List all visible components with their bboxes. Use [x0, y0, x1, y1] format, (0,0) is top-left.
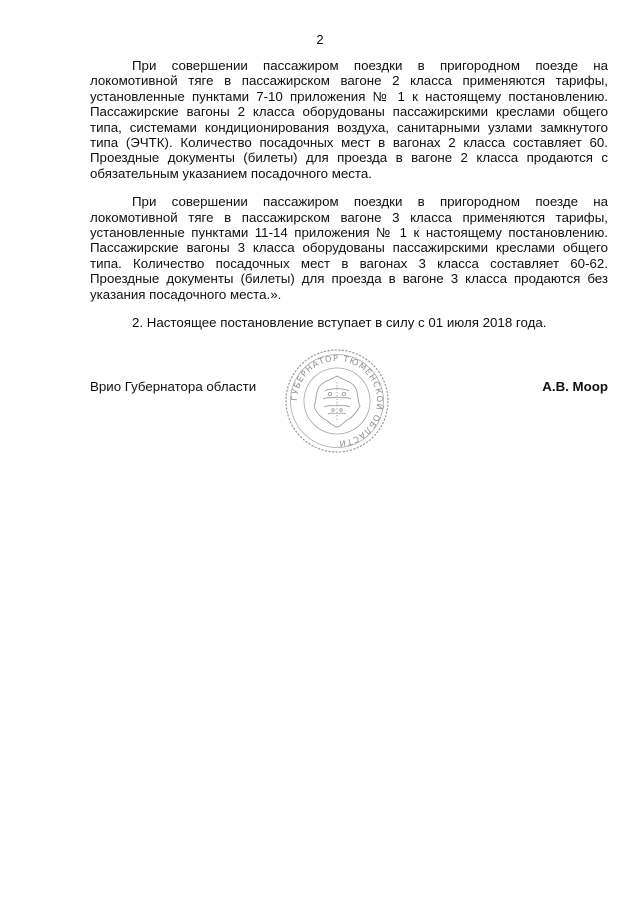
paragraph-class-2-cars: При совершении пассажиром поездки в пригородном поезде на локомотивной тяге в пассажирском вагоне 2 класса применяются тарифы, установленные пунктами 7-10 приложения № 1 к настоящему постановлению. Пассажирские вагоны 2 класса оборудованы пассажирскими креслами общего типа, системами кондиционирования воздуха, санитарными узлами замкнутого типа (ЭЧТК). Количество посадочных мест в вагонах 2 класса составляет 60. Проездные документы (билеты) для проезда в вагоне 2 класса продаются с обязательным указанием посадочного места.: [90, 58, 608, 181]
paragraph-effective-date: 2. Настоящее постановление вступает в силу с 01 июля 2018 года.: [132, 315, 547, 331]
signer-title: Врио Губернатора области: [90, 379, 257, 394]
page-number: 2: [316, 32, 324, 47]
svg-text:ГУБЕРНАТОР ТЮМЕНСКОЙ ОБЛАСТИ: [289, 353, 386, 449]
document-body: [90, 58, 608, 331]
stamp-ring-text: ГУБЕРНАТОР ТЮМЕНСКОЙ ОБЛАСТИ: [288, 352, 386, 450]
official-seal-stamp-icon: [283, 347, 391, 455]
signer-name: А.В. Моор: [542, 379, 608, 394]
stamp-emblem: [314, 376, 360, 427]
paragraph-class-3-cars: При совершении пассажиром поездки в пригородном поезде на локомотивной тяге в пассажирском вагоне 3 класса применяются тарифы, установленные пунктами 11-14 приложения № 1 к настоящему постановлению. Пассажирские вагоны 3 класса оборудованы пассажирскими креслами общего типа. Количество посадочных мест в вагонах 3 класса составляет 60-62. Проездные документы (билеты) для проезда в вагоне 3 класса продаются без указания посадочного места.».: [90, 194, 608, 302]
